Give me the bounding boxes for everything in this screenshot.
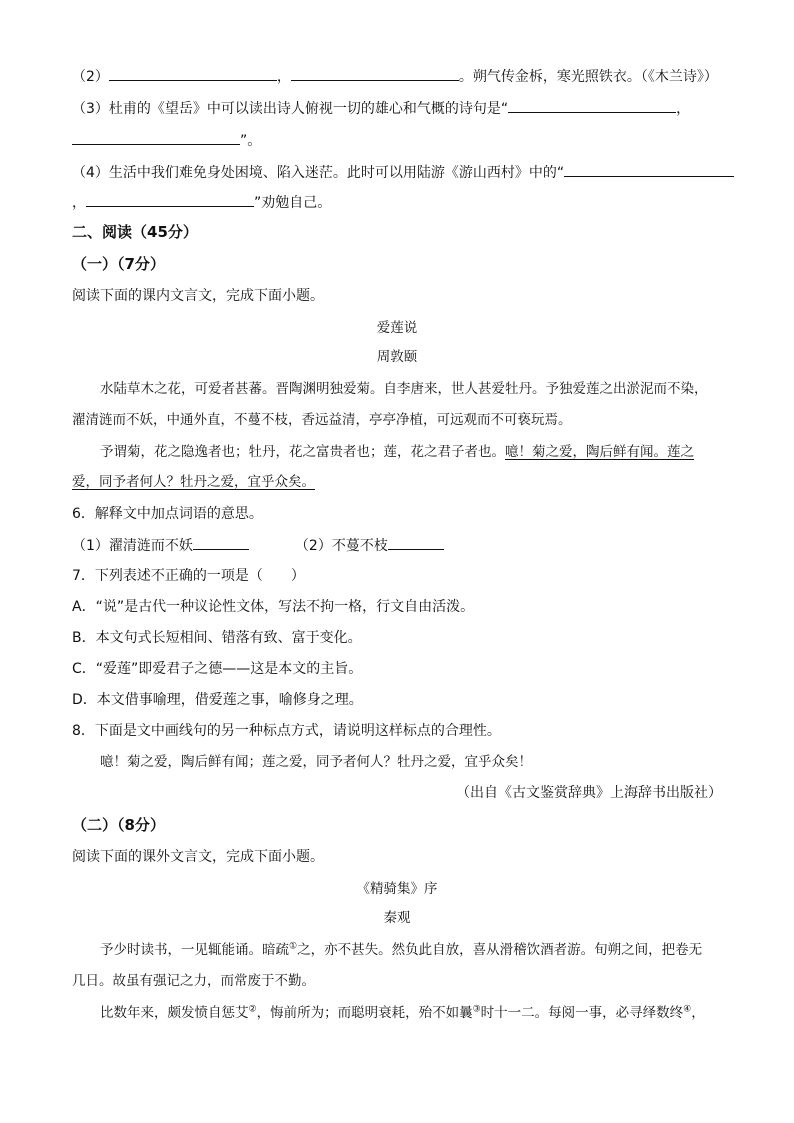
option-b[interactable]: B．本文句式长短相间、错落有致、富于变化。 xyxy=(72,630,362,646)
plain-text: 予谓菊，花之隐逸者也；牡丹，花之富贵者也；莲，花之君子者也。 xyxy=(100,444,505,460)
item-tail-text: ”劝勉自己。 xyxy=(254,195,332,211)
q5-item-2 xyxy=(72,66,718,87)
answer-blank[interactable] xyxy=(109,66,277,81)
answer-blank[interactable] xyxy=(86,192,254,207)
question-6: 6．解释文中加点词语的意思。 xyxy=(72,506,263,522)
comma: ， xyxy=(676,101,691,117)
item-tail-text: ”。 xyxy=(240,133,262,149)
part-instruction: 阅读下面的课外文言文，完成下面小题。 xyxy=(72,849,324,865)
answer-blank[interactable] xyxy=(508,98,676,113)
answer-blank[interactable] xyxy=(72,130,240,145)
part-heading: （二）（8分） xyxy=(72,816,165,834)
q5-item-4 xyxy=(72,162,734,183)
item-tail-text: 。朔气传金柝，寒光照铁衣。（《木兰诗》） xyxy=(458,69,718,85)
answer-blank[interactable] xyxy=(564,162,734,177)
item-number: （2） xyxy=(72,69,109,85)
section-title: 二、阅读（45分） xyxy=(72,223,198,241)
essay-paragraph-line xyxy=(100,442,694,462)
underlined-sentence: 噫！菊之爱，陶后鲜有闻。莲之 xyxy=(505,444,694,460)
underlined-sentence: 爱，同予者何人？牡丹之爱，宜乎众矣。 xyxy=(72,474,315,490)
footnote-marker: ④ xyxy=(683,1004,692,1015)
plain-text: 予少时读书，一见辄能诵。暗疏 xyxy=(100,942,289,958)
plain-text: 时十一二。每阅一事，必寻绎数终 xyxy=(480,1005,684,1021)
answer-blank[interactable] xyxy=(388,535,444,550)
option-c[interactable]: C．“爱莲”即爱君子之德——这是本文的主旨。 xyxy=(72,661,363,677)
essay-paragraph-line xyxy=(100,1003,705,1023)
essay-paragraph-line: 几日。故虽有强记之力，而常废于不勤。 xyxy=(72,973,315,989)
option-d[interactable]: D．本文借事喻理，借爱莲之事，喻修身之理。 xyxy=(72,692,363,708)
comma: ， xyxy=(72,195,86,211)
comma: ， xyxy=(276,69,291,85)
q5-item-4-cont xyxy=(72,192,331,213)
essay-title: 爱莲说 xyxy=(376,320,418,336)
question-8-quote: 噫！菊之爱，陶后鲜有闻；莲之爱，同予者何人？牡丹之爱，宜乎众矣！ xyxy=(100,754,532,770)
essay-paragraph-line: 水陆草木之花，可爱者甚蕃。晋陶渊明独爱菊。自李唐来，世人甚爱牡丹。予独爱莲之出淤泥而不染， xyxy=(100,381,708,397)
part-heading: （一）（7分） xyxy=(72,255,165,273)
item-text: （3）杜甫的《望岳》中可以读出诗人俯视一切的雄心和气概的诗句是“ xyxy=(72,101,509,117)
answer-blank[interactable] xyxy=(291,66,459,81)
q5-item-3-cont xyxy=(72,130,261,151)
essay-paragraph-line xyxy=(72,472,315,492)
q5-item-3 xyxy=(72,98,690,119)
option-a[interactable]: A．“说”是古代一种议论性文体，写法不拘一格，行文自由活泼。 xyxy=(72,599,475,615)
plain-text: ，悔前所为；而聪明衰耗，殆不如曩 xyxy=(256,1005,473,1021)
footnote-marker: ② xyxy=(248,1004,257,1015)
footnote-marker: ① xyxy=(289,941,298,952)
question-7: 7．下列表述不正确的一项是（ ） xyxy=(72,568,305,584)
essay-title: 《精骑集》序 xyxy=(356,881,438,897)
sub-item: （1）濯清涟而不妖 xyxy=(72,538,193,554)
source-citation: （出自《古文鉴赏辞典》上海辞书出版社） xyxy=(456,785,722,801)
part-instruction: 阅读下面的课内文言文，完成下面小题。 xyxy=(72,288,324,304)
sub-item: （2）不蔓不枝 xyxy=(294,538,388,554)
essay-author: 秦观 xyxy=(383,910,411,926)
answer-blank[interactable] xyxy=(193,535,249,550)
question-8: 8．下面是文中画线句的另一种标点方式，请说明这样标点的合理性。 xyxy=(72,723,501,739)
essay-paragraph-line xyxy=(100,940,702,960)
plain-text: 之，亦不甚失。然负此自放，喜从滑稽饮酒者游。旬朔之间，把卷无 xyxy=(297,942,703,958)
footnote-marker: ③ xyxy=(472,1004,481,1015)
question-6-items xyxy=(72,535,444,556)
plain-text: ， xyxy=(691,1005,705,1021)
essay-paragraph-line: 濯清涟而不妖，中通外直，不蔓不枝，香远益清，亭亭净植，可远观而不可亵玩焉。 xyxy=(72,412,572,428)
essay-author: 周敦颐 xyxy=(376,349,418,365)
plain-text: 比数年来，颇发愤自惩艾 xyxy=(100,1005,249,1021)
item-text: （4）生活中我们难免身处困境、陷入迷茫。此时可以用陆游《游山西村》中的“ xyxy=(72,165,565,181)
